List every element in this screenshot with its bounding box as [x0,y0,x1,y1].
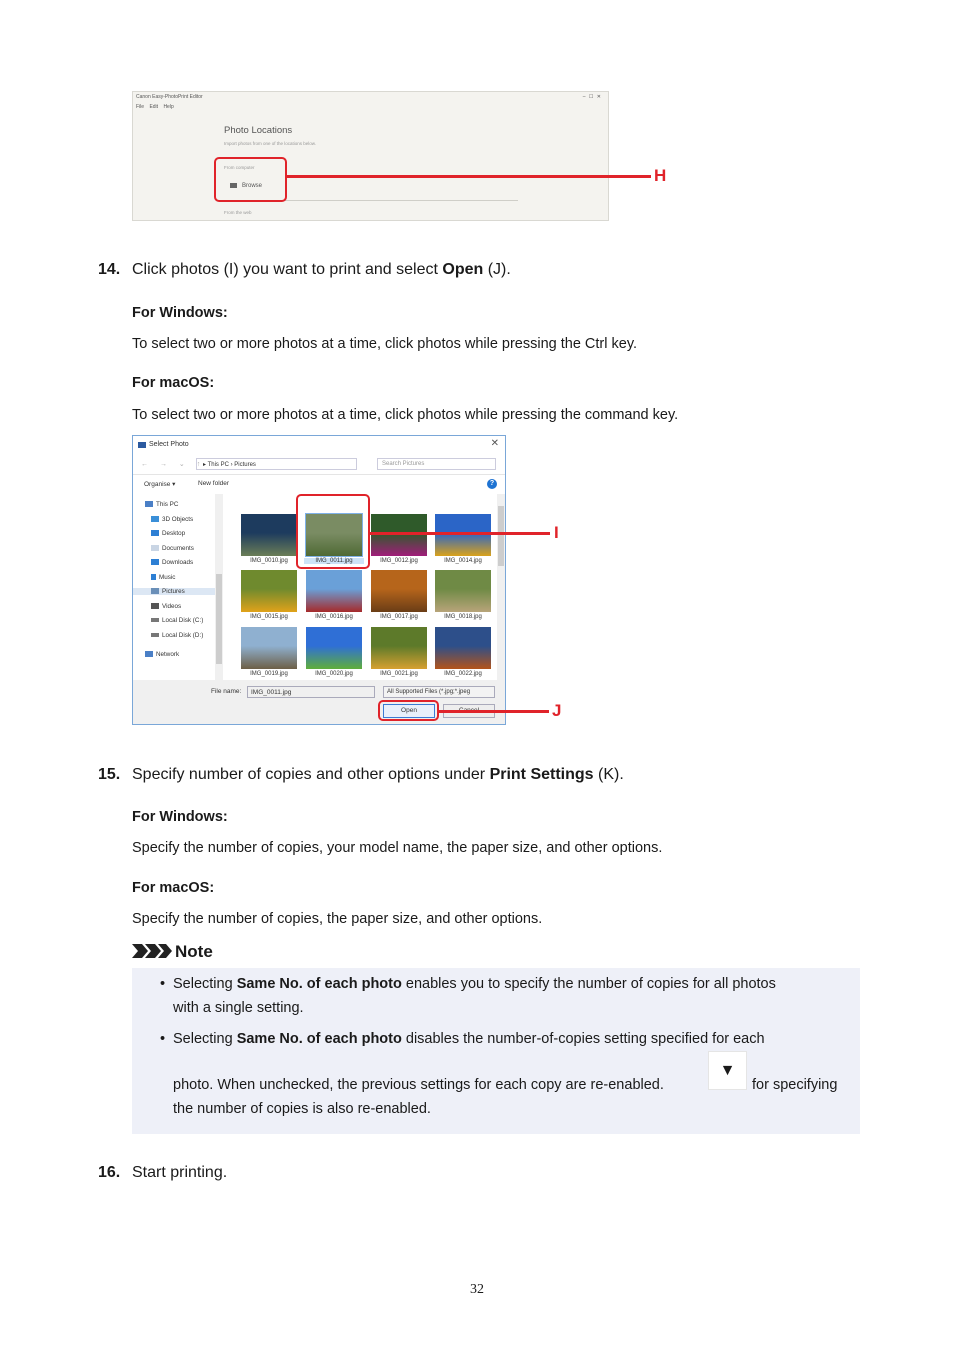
nav-arrows[interactable]: ← → ⌄ ↑ [141,461,206,468]
photo-locations-heading: Photo Locations [224,125,293,136]
callout-h: H [654,166,667,185]
step-number: 15. [98,766,121,783]
mac-text: Specify the number of copies, the paper size, and other options. [132,911,543,927]
tree-item-selected[interactable]: Pictures [133,588,215,595]
tree-scroll-thumb[interactable] [216,574,222,664]
tree-item[interactable]: Videos [151,603,181,610]
mac-text: To select two or more photos at a time, click photos while pressing the command key. [132,407,679,423]
photo-thumbnail[interactable] [241,627,297,669]
windows-text: Specify the number of copies, your model name, the paper size, and other options. [132,840,663,856]
tree-item[interactable]: Desktop [151,530,185,537]
organise-button[interactable]: Organise ▾ [144,481,176,488]
photo-filename: IMG_0017.jpg [380,614,418,620]
photo-locations-subheading: Import photos from one of the locations below. [224,141,317,146]
photo-thumbnail[interactable] [306,570,362,612]
tree-item[interactable]: Local Disk (C:) [151,617,203,624]
divider [283,200,518,201]
photo-highlight [296,494,370,569]
photo-filename: IMG_0010.jpg [250,558,288,564]
photo-filename: IMG_0020.jpg [315,671,353,677]
note-arrows-icon [132,944,172,958]
page-number: 32 [470,1282,484,1297]
pc-icon [145,501,153,507]
tree-item[interactable]: 3D Objects [151,516,193,523]
grid-scroll-thumb[interactable] [498,506,504,566]
mac-heading: For macOS: [132,375,215,391]
photo-thumbnail[interactable] [371,627,427,669]
tree-item[interactable]: Local Disk (D:) [151,632,203,639]
open-button[interactable]: Open [383,704,435,718]
filetype-select[interactable]: All Supported Files (*.jpg;*.jpeg [383,686,495,698]
toolbar-divider [133,474,505,475]
photo-thumbnail[interactable] [306,627,362,669]
photo-thumbnail[interactable] [435,514,491,556]
window-controls: – ☐ ✕ [582,94,602,100]
photo-thumbnail[interactable] [371,514,427,556]
photo-filename: IMG_0022.jpg [444,671,482,677]
callout-line-i [370,532,550,535]
address-bar[interactable]: ▸ This PC › Pictures [196,458,357,470]
window-title: Canon Easy-PhotoPrint Editor [136,94,203,100]
music-icon [151,574,156,580]
step-text: Specify number of copies and other options under Print Settings (K). [132,766,624,783]
callout-line-j [439,710,549,713]
copies-dropdown-icon: ▼ [708,1051,747,1090]
photo-thumbnail[interactable] [435,627,491,669]
photo-thumbnail[interactable] [371,570,427,612]
photo-thumbnail[interactable] [241,570,297,612]
video-icon [151,603,159,609]
callout-i: I [554,523,559,542]
windows-heading: For Windows: [132,809,228,825]
photo-locations-screenshot [132,91,609,221]
photo-filename: IMG_0012.jpg [380,558,418,564]
tree-item[interactable]: Music [151,574,175,581]
select-photo-dialog [132,435,506,725]
dialog-title: Select Photo [149,441,189,448]
tree-item[interactable]: Network [145,651,179,658]
step-number: 14. [98,261,121,278]
callout-line-h [287,175,651,178]
photo-filename: IMG_0021.jpg [380,671,418,677]
from-web-label: From the web [224,210,252,215]
step-number: 16. [98,1164,121,1181]
download-icon [151,559,159,565]
windows-text: To select two or more photos at a time, click photos while pressing the Ctrl key. [132,336,638,352]
window-titlebar [133,92,608,102]
mac-heading: For macOS: [132,880,215,896]
pictures-icon [151,588,159,594]
browse-highlight [214,157,287,202]
note-heading: Note [132,942,213,962]
new-folder-button[interactable]: New folder [198,480,230,487]
browse-label: Browse [242,183,263,190]
close-icon[interactable]: ✕ [490,438,499,449]
menu-bar: File Edit Help [136,104,174,110]
photo-filename: IMG_0014.jpg [444,558,482,564]
photo-filename: IMG_0019.jpg [250,671,288,677]
from-computer-label: From computer [224,165,255,170]
tree-item[interactable]: Documents [151,545,194,552]
search-input[interactable]: Search Pictures [377,458,496,470]
tree-scrollbar[interactable] [215,494,223,680]
photo-filename: IMG_0018.jpg [444,614,482,620]
open-highlight [378,700,439,721]
photo-thumbnail[interactable] [241,514,297,556]
photo-filename: IMG_0016.jpg [315,614,353,620]
desktop-icon [151,530,159,536]
document-icon [151,545,159,551]
photo-filename: IMG_0015.jpg [250,614,288,620]
tree-item[interactable]: Downloads [151,559,193,566]
grid-scrollbar[interactable] [497,494,505,680]
photo-filename: IMG_0011.jpg [304,558,364,564]
step-text: Click photos (I) you want to print and select Open (J). [132,261,511,278]
photo-thumbnail[interactable] [435,570,491,612]
help-icon[interactable]: ? [487,479,497,489]
step-text: Start printing. [132,1164,228,1181]
filename-label: File name: [211,688,242,695]
folder-tree [133,496,221,676]
tree-item[interactable]: This PC [145,501,178,508]
filename-input[interactable]: IMG_0011.jpg [247,686,375,698]
callout-j: J [552,701,562,720]
disk-icon [151,633,159,637]
disk-icon [151,618,159,622]
dialog-app-icon [138,442,146,448]
windows-heading: For Windows: [132,305,228,321]
network-icon [145,651,153,657]
cube-icon [151,516,159,522]
